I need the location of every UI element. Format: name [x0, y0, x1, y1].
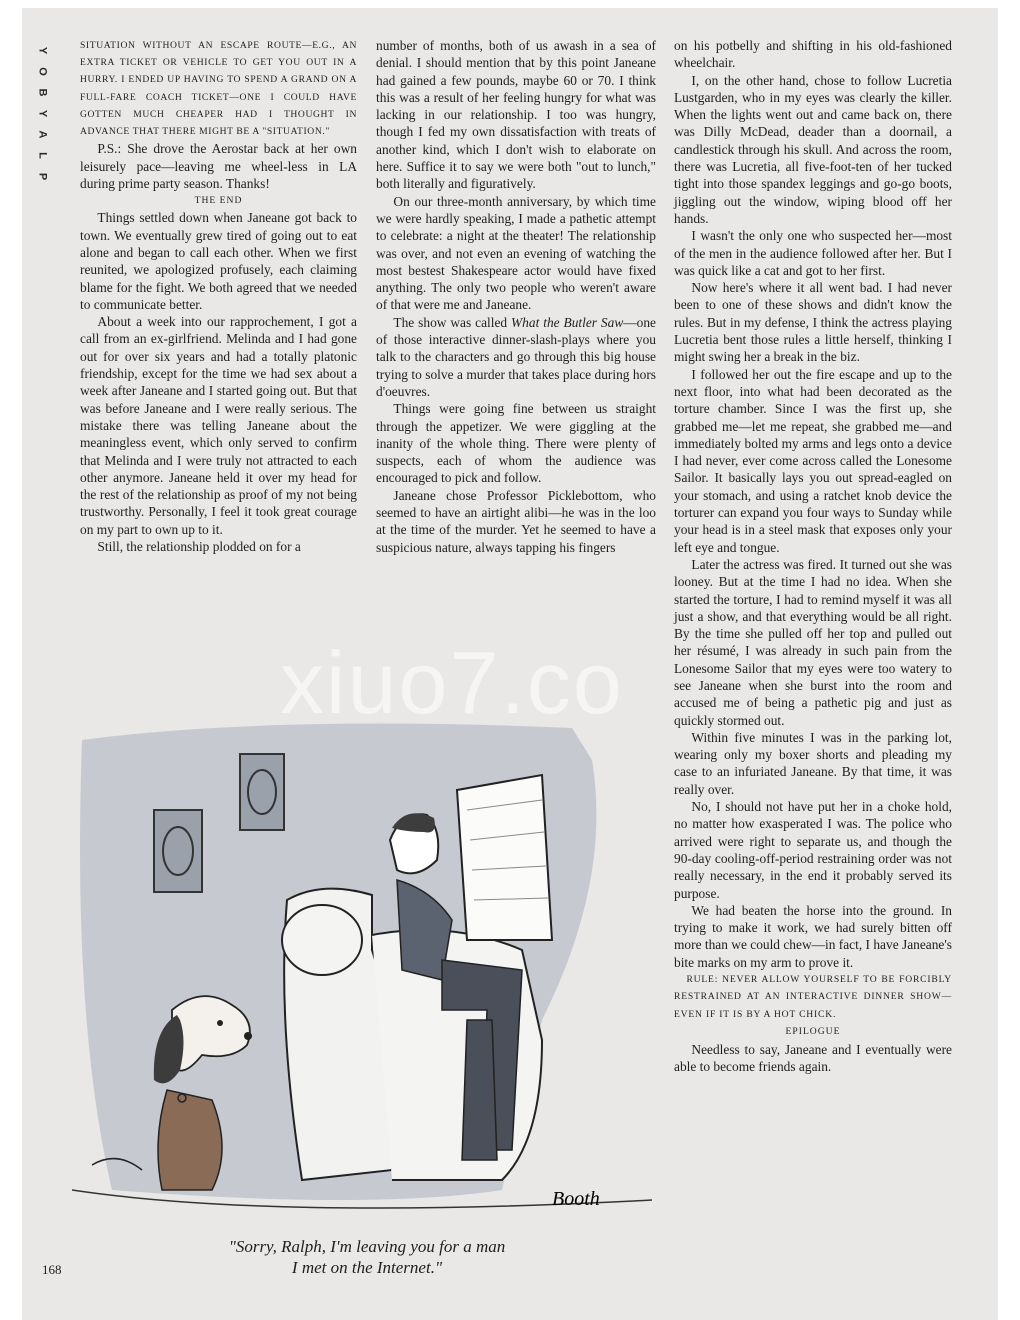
body-paragraph: I, on the other hand, chose to follow Lucretia Lustgarden, who in my eyes was clearly the killer. When the lights went out and came back on, there was Dilly McDead, deader than a doornail, a candlestick through his skull. And across the room, there was Lucretia, all five-foot-ten of her tucked tight into those spandex leggings and go-go boots, jiggling out the window, wiping blood off her hands.	[674, 72, 952, 226]
title-letter: B	[36, 88, 49, 97]
cartoon-drawing	[72, 720, 662, 1228]
rule-caps-paragraph: SITUATION WITHOUT AN ESCAPE ROUTE—E.G., AN EXTRA TICKET OR VEHICLE TO GET YOU OUT IN A HURRY. I ENDED UP HAVING TO SPEND A GRAND ON A FULL-FARE COACH TICKET—ONE I COULD HAVE GOTTEN MUCH CHEAPER HAD I THOUGHT IN ADVANCE THAT THERE MIGHT BE A "SITUATION."	[80, 40, 357, 138]
page-number: 168	[42, 1262, 62, 1277]
title-letter: L	[36, 152, 49, 159]
caption-line: "Sorry, Ralph, I'm leaving you for a man	[228, 1237, 506, 1256]
rule-paragraph: RULE: NEVER ALLOW YOURSELF TO BE FORCIBLY RESTRAINED AT AN INTERACTIVE DINNER SHOW—EVEN IF IT IS BY A HOT CHICK.	[674, 974, 952, 1020]
body-paragraph: Later the actress was fired. It turned out she was looney. But at the time I had no idea. When she started the torture, I had to remind myself it was all just a show, and that everything would be all right. By the time she pulled off her top and pulled out her résumé, I was already in such pain from the Lonesome Sailor that my eyes were too watery to see Janeane when she burst into the room and accused me of being a pathetic pig and just as quickly stormed out.	[674, 556, 952, 728]
body-paragraph: Within five minutes I was in the parking lot, wearing only my boxer shorts and pleading my case to an infuriated Janeane. By that time, it was really over.	[674, 729, 952, 797]
title-letter: P	[36, 172, 49, 181]
wall-frame-left	[154, 810, 202, 892]
wall-frame-right	[240, 754, 284, 830]
title-letter: Y	[36, 109, 49, 118]
body-paragraph: Things settled down when Janeane got back to town. We eventually grew tired of going out to eat alone and began to call each other. When we first reunited, we apologized profusely, each claiming blame for the fight. We both agreed that we needed to communicate better.	[80, 210, 357, 312]
body-paragraph: on his potbelly and shifting in his old-fashioned wheelchair.	[674, 38, 952, 71]
play-title: What the Butler Saw	[511, 314, 624, 330]
section-head-epilogue: EPILOGUE	[785, 1026, 841, 1038]
ps-paragraph: P.S.: She drove the Aerostar back at her own leisurely pace—leaving me wheel-less in LA during prime party season. Thanks!	[80, 141, 357, 191]
cartoon-caption	[72, 1236, 662, 1278]
title-letter: O	[36, 67, 49, 76]
body-paragraph: number of months, both of us awash in a sea of denial. I should mention that by this point Janeane had gained a few pounds, maybe 60 or 70. I think this was a result of her feeling hungry for what was lacking in our relationship. I too was hungry, though I fed my own dissatisfaction with treats of another kind, which I don't wish to elaborate on here. Suffice it to say we were both "out to lunch," both literally and figuratively.	[376, 38, 656, 192]
magazine-title-vertical	[30, 40, 54, 187]
body-paragraph: Still, the relationship plodded on for a	[97, 539, 301, 555]
body-paragraph: Now here's where it all went bad. I had never been to one of these shows and didn't know the rules. But in my defense, I think the actress playing Lucretia bent those rules a little herself, thinking I might swing her a break in the biz.	[674, 280, 952, 365]
title-letter: A	[36, 130, 49, 139]
body-paragraph: On our three-month anniversary, by which time we were hardly speaking, I made a pathetic attempt to celebrate: a night at the theater! The relationship was over, and not even an evening of watching the most bestest Shakespeare actor would have fixed anything. The only two people who weren't aware of that were me and Janeane.	[376, 193, 656, 313]
column-1	[80, 37, 357, 555]
artist-signature: Booth	[552, 1188, 600, 1210]
body-paragraph: We had beaten the horse into the ground. In trying to make it work, we had surely bitten off more than we could chew—in fact, I have Janeane's bite marks on my arm to prove it.	[674, 902, 952, 970]
body-paragraph: Janeane chose Professor Picklebottom, who seemed to have an airtight alibi—he was in the loo at the time of the murder. Yet he seemed to have a suspicious nature, always tapping his fingers	[376, 487, 656, 555]
body-paragraph: About a week into our rapprochement, I got a call from an ex-girlfriend. Melinda and I had gone out for over six years and had a totally platonic friendship, except for the time we had sex about a week after Janeane and I started going out. But that was before Janeane and I were really serious. The mistake there was telling Janeane about the meaningless event, which only served to confirm that Melinda and I were truly not attracted to each other anymore. Janeane held it over my head for the rest of the relationship as proof of my not being trustworthy. Personally, I feel it took great courage on my part to own up to it.	[80, 314, 357, 537]
body-paragraph: I followed her out the fire escape and up to the next floor, into what had been decorated as the torture chamber. Since I was the first up, she grabbed me—let me repeat, she grabbed me—and immediately bolted my arms and legs onto a device I had never, ever come across called the Lonesome Sailor. It basically lays you out spread-eagled on your stomach, and using a ratchet knob device the torturer can expand you four ways to Sunday while your head is in a steel mask that exposes only your left eye and tongue.	[674, 366, 952, 555]
title-letter: Y	[36, 46, 49, 55]
body-paragraph: No, I should not have put her in a choke hold, no matter how exasperated I was. The police who arrived were right to separate us, and though the 90-day cooling-off-period restraining order was not really necessary, in the end it probably served its purpose.	[674, 799, 952, 901]
watermark: xiuo7.co	[280, 633, 624, 732]
column-3	[674, 37, 952, 1075]
epilogue-paragraph: Needless to say, Janeane and I eventually were able to become friends again.	[674, 1041, 952, 1074]
column-2	[376, 37, 656, 556]
body-paragraph: I wasn't the only one who suspected her—most of the men in the audience followed after her. But I was quick like a cat and got to her first.	[674, 228, 952, 278]
body-paragraph: Things were going fine between us straight through the appetizer. We were giggling at the inanity of the whole thing. There were plenty of suspects, each of whom the audience was encouraged to pick and follow.	[376, 401, 656, 486]
cartoon-illustration	[72, 720, 662, 1228]
text-run: The show was called	[393, 314, 512, 330]
body-paragraph-show	[376, 314, 656, 400]
caption-line: I met on the Internet."	[291, 1258, 443, 1277]
text-run: —one of those interactive dinner-slash-plays where you talk to the characters and go through this big house trying to solve a murder that takes place during hors d'oeuvres.	[376, 314, 656, 399]
section-head-the-end: THE END	[194, 195, 243, 207]
